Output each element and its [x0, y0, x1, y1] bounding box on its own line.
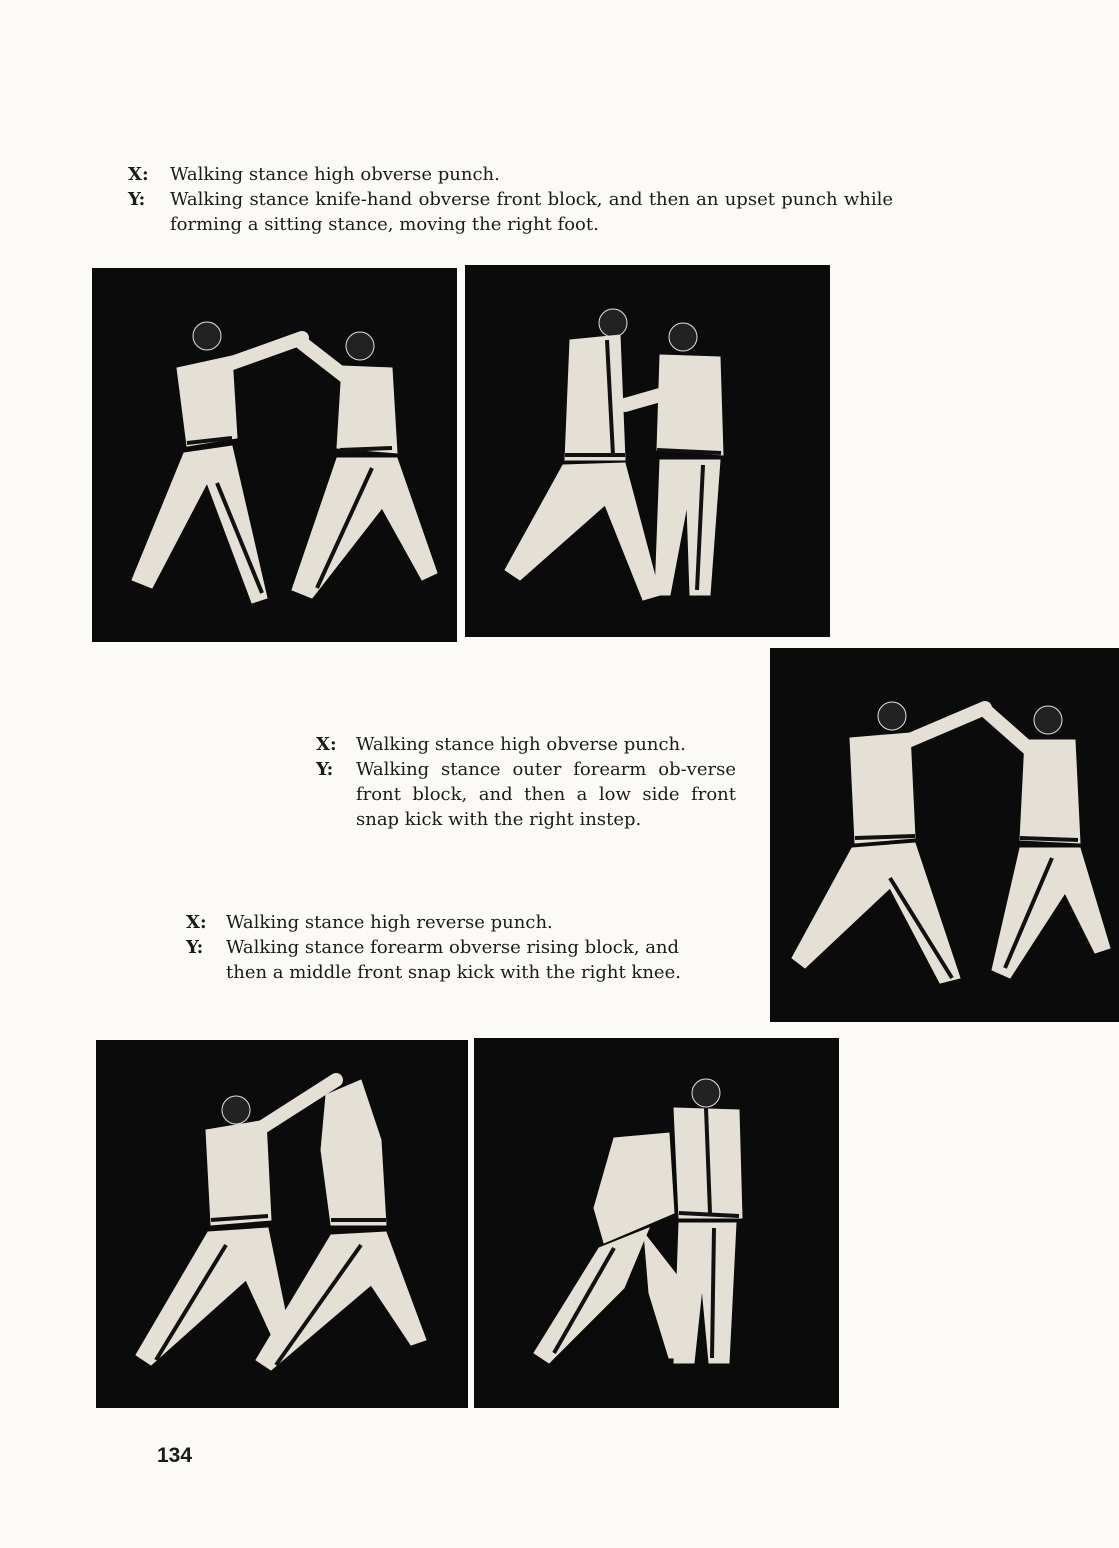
caption-2-x-text: Walking stance high obverse punch.: [356, 734, 686, 755]
caption-2-x-row: [316, 732, 736, 757]
caption-2-y-row: [316, 757, 736, 832]
photo-bottom-right-figures: [474, 1038, 839, 1408]
photo-bottom-left: [96, 1040, 468, 1408]
photo-bottom-left-figures: [96, 1040, 468, 1408]
caption-3-x-row: [186, 910, 691, 935]
photo-bottom-right: [474, 1038, 839, 1408]
caption-1-y-row: [128, 187, 893, 237]
photo-middle-right-figures: [770, 648, 1119, 1022]
caption-block-3: [186, 910, 691, 985]
caption-3-x-text: Walking stance high reverse punch.: [226, 912, 553, 933]
caption-1-x-row: [128, 162, 893, 187]
photo-top-left: [92, 268, 457, 642]
caption-block-2: [316, 732, 736, 832]
caption-3-x-label: X:: [186, 912, 207, 933]
photo-middle-right: [770, 648, 1119, 1022]
page-number: 134: [157, 1444, 193, 1467]
caption-3-y-label: Y:: [186, 937, 204, 958]
caption-3-y-row: [186, 935, 691, 985]
caption-3-y-text: Walking stance forearm obverse rising block, and then a middle front snap kick with the right knee.: [226, 937, 681, 983]
caption-2-x-label: X:: [316, 734, 337, 755]
caption-2-y-text: Walking stance outer forearm ob-verse front block, and then a low side front snap kick with the right instep.: [356, 759, 736, 830]
caption-1-x-text: Walking stance high obverse punch.: [170, 164, 500, 185]
caption-1-x-label: X:: [128, 164, 149, 185]
caption-block-1: [128, 162, 893, 237]
caption-1-y-label: Y:: [128, 189, 146, 210]
photo-top-right-figures: [465, 265, 830, 637]
caption-1-y-text: Walking stance knife-hand obverse front block, and then an upset punch while forming a sitting stance, moving the right foot.: [170, 189, 893, 235]
photo-top-left-figures: [92, 268, 457, 642]
caption-2-y-label: Y:: [316, 759, 334, 780]
photo-top-right: [465, 265, 830, 637]
